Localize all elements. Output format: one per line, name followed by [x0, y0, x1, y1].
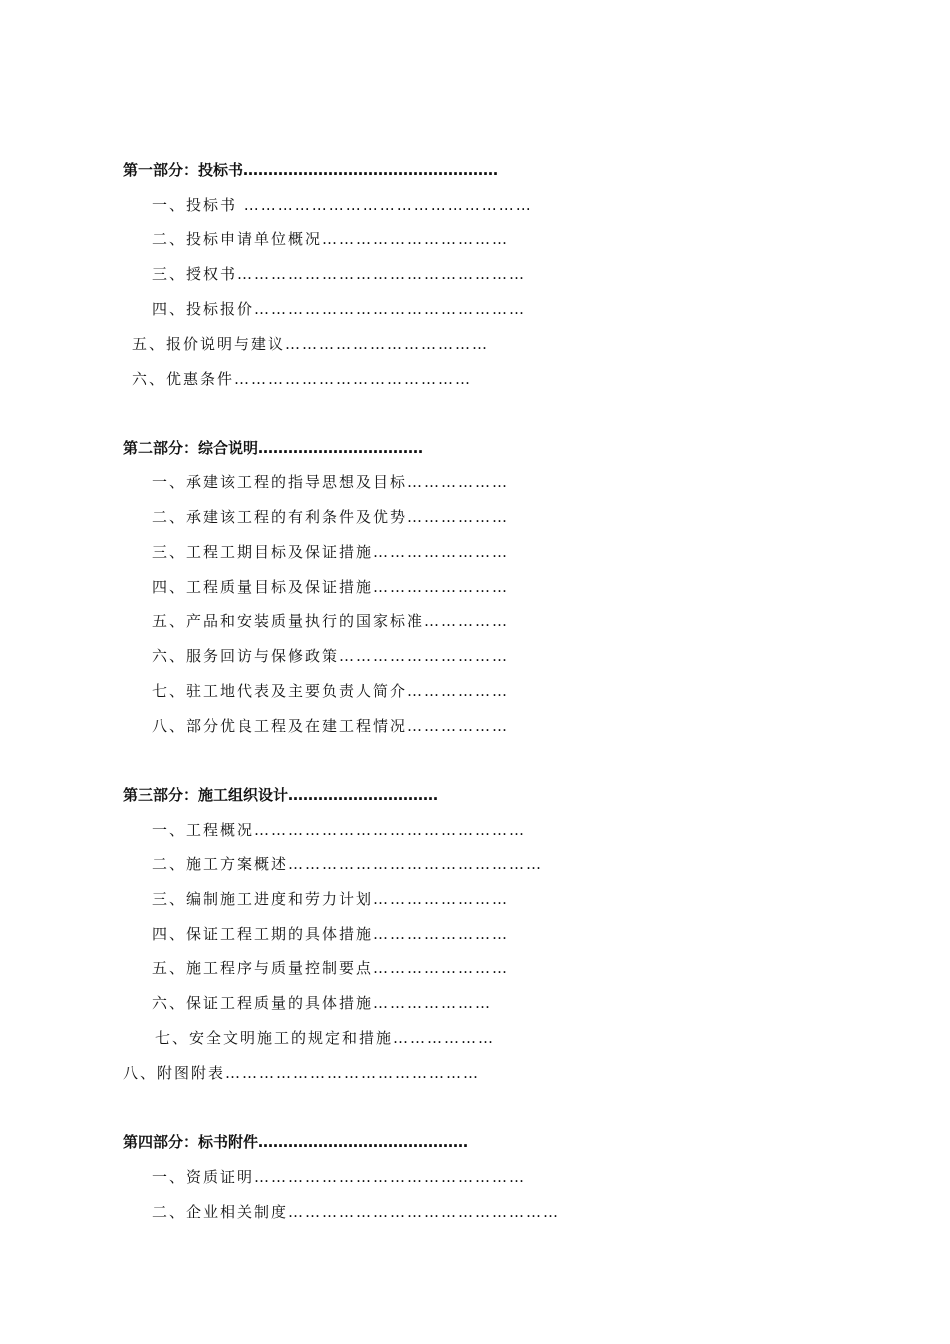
toc-entry[interactable]: 一、工程概况………………………………………… — [152, 821, 527, 839]
toc-entry[interactable]: 五、报价说明与建议……………………………… — [132, 335, 490, 353]
toc-entry[interactable]: 二、施工方案概述……………………………………… — [152, 855, 544, 873]
toc-heading-part-4[interactable]: 第四部分：标书附件…………………………………… — [123, 1133, 469, 1151]
toc-entry[interactable]: 二、投标申请单位概况…………………………… — [152, 230, 510, 248]
toc-heading-part-2[interactable]: 第二部分：综合说明…………………………… — [123, 439, 424, 457]
toc-entry[interactable]: 二、承建该工程的有利条件及优势……………… — [152, 508, 510, 526]
toc-entry[interactable]: 一、承建该工程的指导思想及目标……………… — [152, 473, 510, 491]
toc-entry[interactable]: 四、工程质量目标及保证措施…………………… — [152, 578, 510, 596]
toc-entry[interactable]: 三、授权书…………………………………………… — [152, 265, 527, 283]
toc-entry[interactable]: 六、服务回访与保修政策………………………… — [152, 647, 510, 665]
toc-entry[interactable]: 八、部分优良工程及在建工程情况……………… — [152, 717, 510, 735]
toc-entry[interactable]: 六、优惠条件…………………………………… — [132, 370, 473, 388]
toc-entry[interactable]: 四、投标报价………………………………………… — [152, 300, 527, 318]
toc-entry[interactable]: 五、产品和安装质量执行的国家标准…………… — [152, 612, 510, 630]
toc-entry[interactable]: 四、保证工程工期的具体措施…………………… — [152, 925, 510, 943]
toc-entry[interactable]: 三、工程工期目标及保证措施…………………… — [152, 543, 510, 561]
toc-entry[interactable]: 三、编制施工进度和劳力计划…………………… — [152, 890, 510, 908]
toc-entry[interactable]: 八、附图附表……………………………………… — [123, 1064, 481, 1082]
toc-heading-part-1[interactable]: 第一部分：投标书…………………………………………… — [123, 161, 499, 179]
toc-entry[interactable]: 一、资质证明………………………………………… — [152, 1168, 527, 1186]
toc-entry[interactable]: 七、驻工地代表及主要负责人简介……………… — [152, 682, 510, 700]
toc-entry[interactable]: 一、投标书 …………………………………………… — [152, 196, 533, 214]
toc-entry[interactable]: 五、施工程序与质量控制要点…………………… — [152, 959, 510, 977]
toc-entry[interactable]: 二、企业相关制度………………………………………… — [152, 1203, 561, 1221]
toc-entry[interactable]: 七、安全文明施工的规定和措施……………… — [155, 1029, 496, 1047]
toc-heading-part-3[interactable]: 第三部分：施工组织设计………………………… — [123, 786, 439, 804]
toc-entry[interactable]: 六、保证工程质量的具体措施………………… — [152, 994, 493, 1012]
